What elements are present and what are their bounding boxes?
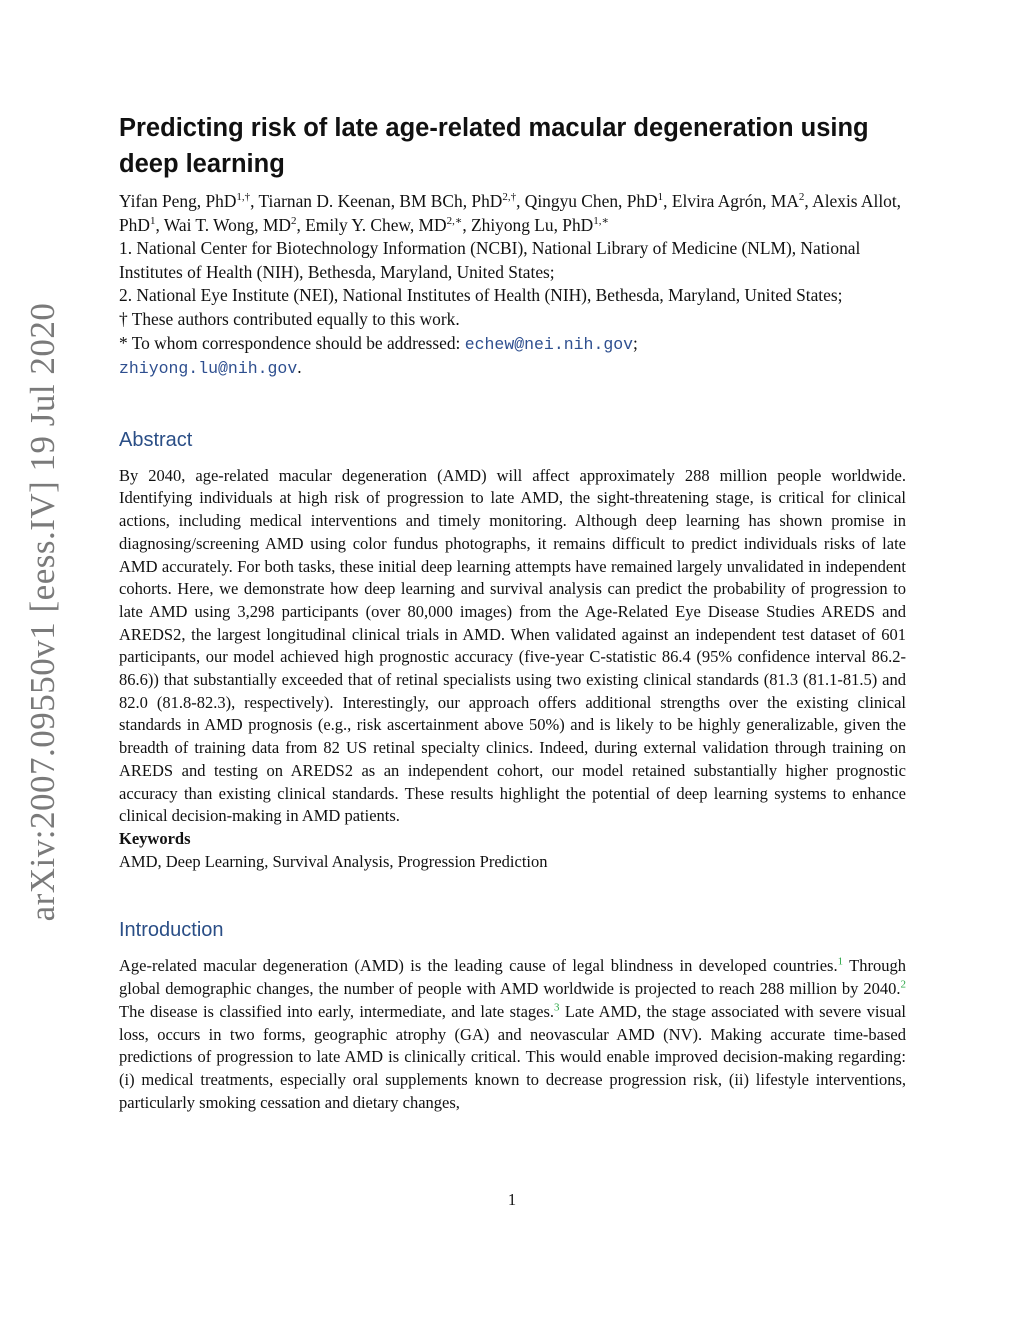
email-link-lu[interactable]: zhiyong.lu@nih.gov	[119, 359, 298, 379]
author: Yifan Peng, PhD$^{1,\dagger}$	[119, 191, 251, 211]
author: Emily Y. Chew, $MD^{2,∗}$	[305, 214, 463, 235]
keywords-list: AMD, Deep Learning, Survival Analysis, Progression Prediction	[119, 851, 548, 871]
author: Tiarnan D. Keenan, BM BCh, PhD$^{2,\dagger}$	[258, 191, 517, 211]
introduction-heading: Introduction	[119, 919, 224, 942]
affiliations	[119, 237, 906, 381]
page-number: 1	[507, 1190, 517, 1209]
arxiv-side-stamp	[21, 0, 65, 1325]
citation-link[interactable]: 1	[837, 955, 844, 968]
arxiv-identifier: arXiv:2007.09550v1 [eess.IV] 19 Jul 2020	[23, 302, 62, 922]
correspondence-note: * To whom correspondence should be addressed: echew@nei.nih.gov; zhiyong.lu@nih.gov.	[119, 332, 638, 379]
author: Elvira Agrón, $MA^2$	[671, 191, 805, 211]
citation-link[interactable]: 2	[900, 978, 906, 991]
abstract-text: By 2040, age-related macular degeneration (AMD) will affect approximately 288 million people worldwide. Identifying individuals at high risk of progression to late AMD, the sight-threatening stage, is critical for clinical actions, including medical interventions and timely monitoring. Although deep learning has shown promise in diagnosing/screening AMD using color fundus photographs, it remains difficult to predict individuals risks of late AMD accurately. For both tasks, these initial deep learning attempts have remained largely unvalidated in independent cohorts. Here, we demonstrate how deep learning and survival analysis can predict the probability of progression to late AMD using 3,298 participants (over 80,000 images) from the Age-Related Eye Disease Studies AREDS and AREDS2, the largest longitudinal clinical trials in AMD. When validated against an independent test dataset of 601 participants, our model achieved high prognostic accuracy (five-year C-statistic 86.4 (95% confidence interval 86.2-86.6)) that substantially exceeded that of retinal specialists using two existing clinical standards (81.3 (81.1-81.5) and 82.0 (81.8-82.3), respectively). Interestingly, our approach offers additional strengths over the existing clinical standards in AMD prognosis (e.g., risk ascertainment above 50%) and is likely to be highly generalizable, given the breadth of training data from 82 US retinal specialty clinics. Indeed, during external validation through training on AREDS and testing on AREDS2 as an independent cohort, our model retained substantially higher prognostic accuracy than existing clinical standards. These results highlight the potential of deep learning systems to enhance clinical decision-making in AMD patients.	[119, 465, 906, 826]
author: Wai T. Wong, $MD^2$	[163, 214, 297, 235]
paper-title: Predicting risk of late age-related macular degeneration using deep learning	[119, 114, 869, 178]
author-list: Yifan Peng, PhD$^{1,\dagger}$, Tiarnan D. Keenan, BM BCh, PhD$^{2,\dagger}$, Qingyu Chen, PhD$^1$, Elvira Agrón, $MA^2$, Alexis Allot, PhD$^1$, Wai T. Wong, $MD^2$, Emily Y. Chew, $MD^{2,∗}$, Zhiyong Lu, PhD$^{1,∗}$	[119, 191, 902, 235]
author: Alexis Allot, PhD$^1$	[119, 191, 902, 235]
affiliation-1: 1. National Center for Biotechnology Information (NCBI), National Library of Medicine (NLM), National Institutes of Health (NIH), Bethesda, Maryland, United States;	[119, 238, 861, 282]
abstract-heading: Abstract	[119, 428, 193, 451]
equal-contribution-note: † These authors contributed equally to this work.	[119, 308, 460, 329]
affiliation-2: 2. National Eye Institute (NEI), National Institutes of Health (NIH), Bethesda, Maryland, United States;	[119, 285, 843, 306]
keywords-heading: Keywords	[119, 829, 191, 848]
email-link-chew[interactable]: echew@nei.nih.gov	[464, 334, 634, 354]
author: Zhiyong Lu, PhD$^{1,∗}$	[471, 214, 609, 235]
introduction-text: Age-related macular degeneration (AMD) is the leading cause of legal blindness in developed countries.$^1$ Through global demographic changes, the number of people with AMD worldwide is projected to reach 288 million by 2040.$^2$ The disease is classified into early, intermediate, and late stages.$^3$ Late AMD, the stage associated with severe visual loss, occurs in two forms, geographic atrophy (GA) and neovascular AMD (NV). Making accurate time-based predictions of progression to late AMD is clinically critical. This would enable improved decision-making regarding: (i) medical treatments, especially oral supplements known to decrease progression risk, (ii) lifestyle interventions, particularly smoking cessation and dietary changes,	[119, 955, 906, 1112]
author: Qingyu Chen, PhD$^1$	[524, 191, 664, 211]
citation-link[interactable]: 3	[554, 1001, 560, 1014]
paper-page	[119, 110, 906, 1114]
